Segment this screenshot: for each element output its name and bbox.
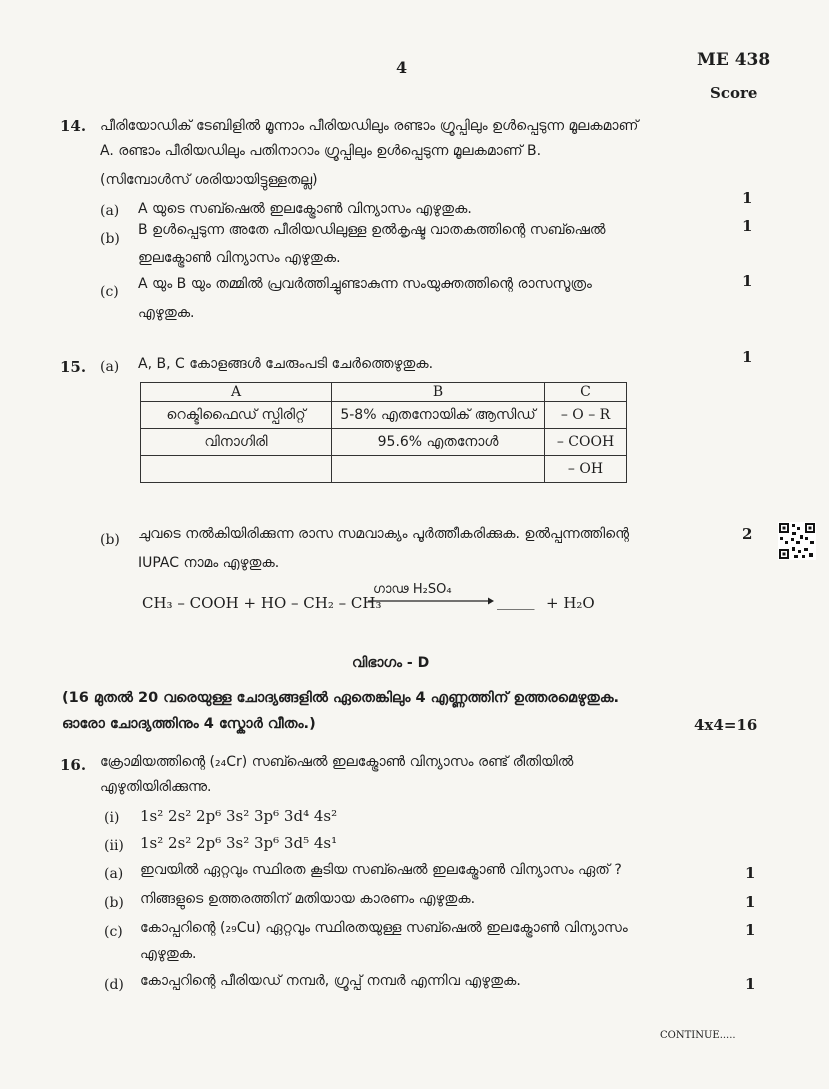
table-cell: റെക്ടിഫൈഡ് സ്പിരിറ്റ് [141,402,332,429]
score-label: Score [710,84,758,102]
table-cell: – OH [545,456,627,483]
table-header: C [545,383,627,402]
q15-b-text1: ചുവടെ നൽകിയിരിക്കുന്ന രാസ സമവാക്യം പൂർത്തീകരിക്കുക. ഉൽപ്പന്നത്തിന്റെ [138,526,630,542]
q15-a-label: (a) [100,359,120,375]
table-header: A [141,383,332,402]
q14-line1: പീരിയോഡിക് ടേബിളിൽ മൂന്നാം പീരിയഡിലും രണ്ടാം ഗ്രൂപ്പിലും ഉൾപ്പെടുന്ന മൂലകമാണ് [100,118,639,134]
q16-b-mark: 1 [745,893,756,911]
q16-ii-label: (ii) [104,838,124,854]
q14-number: 14. [60,117,87,135]
table-header-row [141,383,627,402]
table-row [141,402,627,429]
q15-a-mark: 1 [742,348,753,366]
table-row [141,456,627,483]
equation-catalyst: ഗാഢ H₂SO₄ [373,582,452,597]
q16-number: 16. [60,756,87,774]
q14-c-label: (c) [100,284,119,300]
q14-c-text1: A യും B യും തമ്മിൽ പ്രവർത്തിച്ചുണ്ടാകുന്ന സംയുക്തത്തിന്റെ രാസസൂത്രം [138,276,592,292]
equation-left: CH₃ – COOH + HO – CH₂ – CH₃ [142,594,382,612]
equation-right: + H₂O [546,594,595,612]
q16-d-text: കോപ്പറിന്റെ പീരിയഡ് നമ്പർ, ഗ്രൂപ്പ് നമ്പർ എന്നിവ എഴുതുക. [140,973,521,989]
q16-a-text: ഇവയിൽ ഏറ്റവും സ്ഥിരത കൂടിയ സബ്ഷെൽ ഇലക്ട്രോൺ വിന്യാസം ഏത് ? [140,862,622,878]
q16-c-label: (c) [104,924,123,940]
table-cell [332,456,545,483]
q16-d-label: (d) [104,977,124,993]
section-title: വിഭാഗം - D [352,655,430,671]
q14-c-text2: എഴുതുക. [138,305,195,321]
q15-b-mark: 2 [742,525,753,543]
table-cell: 95.6% എതനോൾ [332,429,545,456]
match-table [140,382,627,483]
q14-b-mark: 1 [742,217,753,235]
q14-line3: (സിമ്പോൾസ് ശരിയായിട്ടുള്ളതല്ല) [100,172,318,188]
q15-b-label: (b) [100,532,120,548]
section-instruction-1: (16 മുതൽ 20 വരെയുള്ള ചോദ്യങ്ങളിൽ ഏതെങ്കിലും 4 എണ്ണത്തിന് ഉത്തരമെഴുതുക. [62,690,620,706]
q16-intro2: എഴുതിയിരിക്കുന്നു. [100,779,212,795]
table-cell [141,456,332,483]
paper-code: ME 438 [697,50,771,70]
q15-b-text2: IUPAC നാമം എഴുതുക. [138,555,280,571]
table-cell: – O – R [545,402,627,429]
q16-a-mark: 1 [745,864,756,882]
q14-c-mark: 1 [742,272,753,290]
q14-b-text1: B ഉൾപ്പെടുന്ന അതേ പീരിയഡിലുള്ള ഉൽകൃഷ്ട വാതകത്തിന്റെ സബ്ഷെൽ [138,222,606,238]
table-header: B [332,383,545,402]
q16-b-text: നിങ്ങളുടെ ഉത്തരത്തിന് മതിയായ കാരണം എഴുതുക. [140,891,476,907]
continue-note: CONTINUE..... [660,1030,736,1041]
q14-line2: A. രണ്ടാം പീരിയഡിലും പതിനാറാം ഗ്രൂപ്പിലും ഉൾപ്പെടുന്ന മൂലകമാണ് B. [100,143,542,159]
q14-a-label: (a) [100,203,120,219]
q16-d-mark: 1 [745,975,756,993]
table-row [141,429,627,456]
qr-code-icon [778,522,816,560]
q15-a-text: A, B, C കോളങ്ങൾ ചേരുംപടി ചേർത്തെഴുതുക. [138,356,434,372]
page-number: 4 [396,58,408,77]
section-marks: 4x4=16 [694,716,758,734]
q14-a-text: A യുടെ സബ്ഷെൽ ഇലക്ട്രോൺ വിന്യാസം എഴുതുക. [138,201,472,217]
table-cell: 5-8% എതനോയിക് ആസിഡ് [332,402,545,429]
table-cell: – COOH [545,429,627,456]
section-instruction-2: ഓരോ ചോദ്യത്തിനും 4 സ്കോർ വീതം.) [62,716,316,732]
q16-c-mark: 1 [745,921,756,939]
table-cell: വിനാഗിരി [141,429,332,456]
q16-b-label: (b) [104,895,124,911]
q16-i-label: (i) [104,810,120,826]
q16-intro1: ക്രോമിയത്തിന്റെ (₂₄Cr) സബ്ഷെൽ ഇലക്ട്രോൺ വിന്യാസം രണ്ട് രീതിയിൽ [100,754,574,770]
q16-c-text1: കോപ്പറിന്റെ (₂₉Cu) ഏറ്റവും സ്ഥിരതയുള്ള സബ്ഷെൽ ഇലക്ട്രോൺ വിന്യാസം [140,920,628,936]
q16-a-label: (a) [104,866,124,882]
equation-blank: _____ [497,592,535,610]
q16-config-ii: 1s² 2s² 2p⁶ 3s² 3p⁶ 3d⁵ 4s¹ [140,834,338,852]
q16-config-i: 1s² 2s² 2p⁶ 3s² 3p⁶ 3d⁴ 4s² [140,807,338,825]
q14-a-mark: 1 [742,189,753,207]
q14-b-text2: ഇലക്ട്രോൺ വിന്യാസം എഴുതുക. [138,250,341,266]
q15-number: 15. [60,358,87,376]
reaction-arrow-icon [368,596,494,606]
q14-b-label: (b) [100,231,120,247]
q16-c-text2: എഴുതുക. [140,946,197,962]
